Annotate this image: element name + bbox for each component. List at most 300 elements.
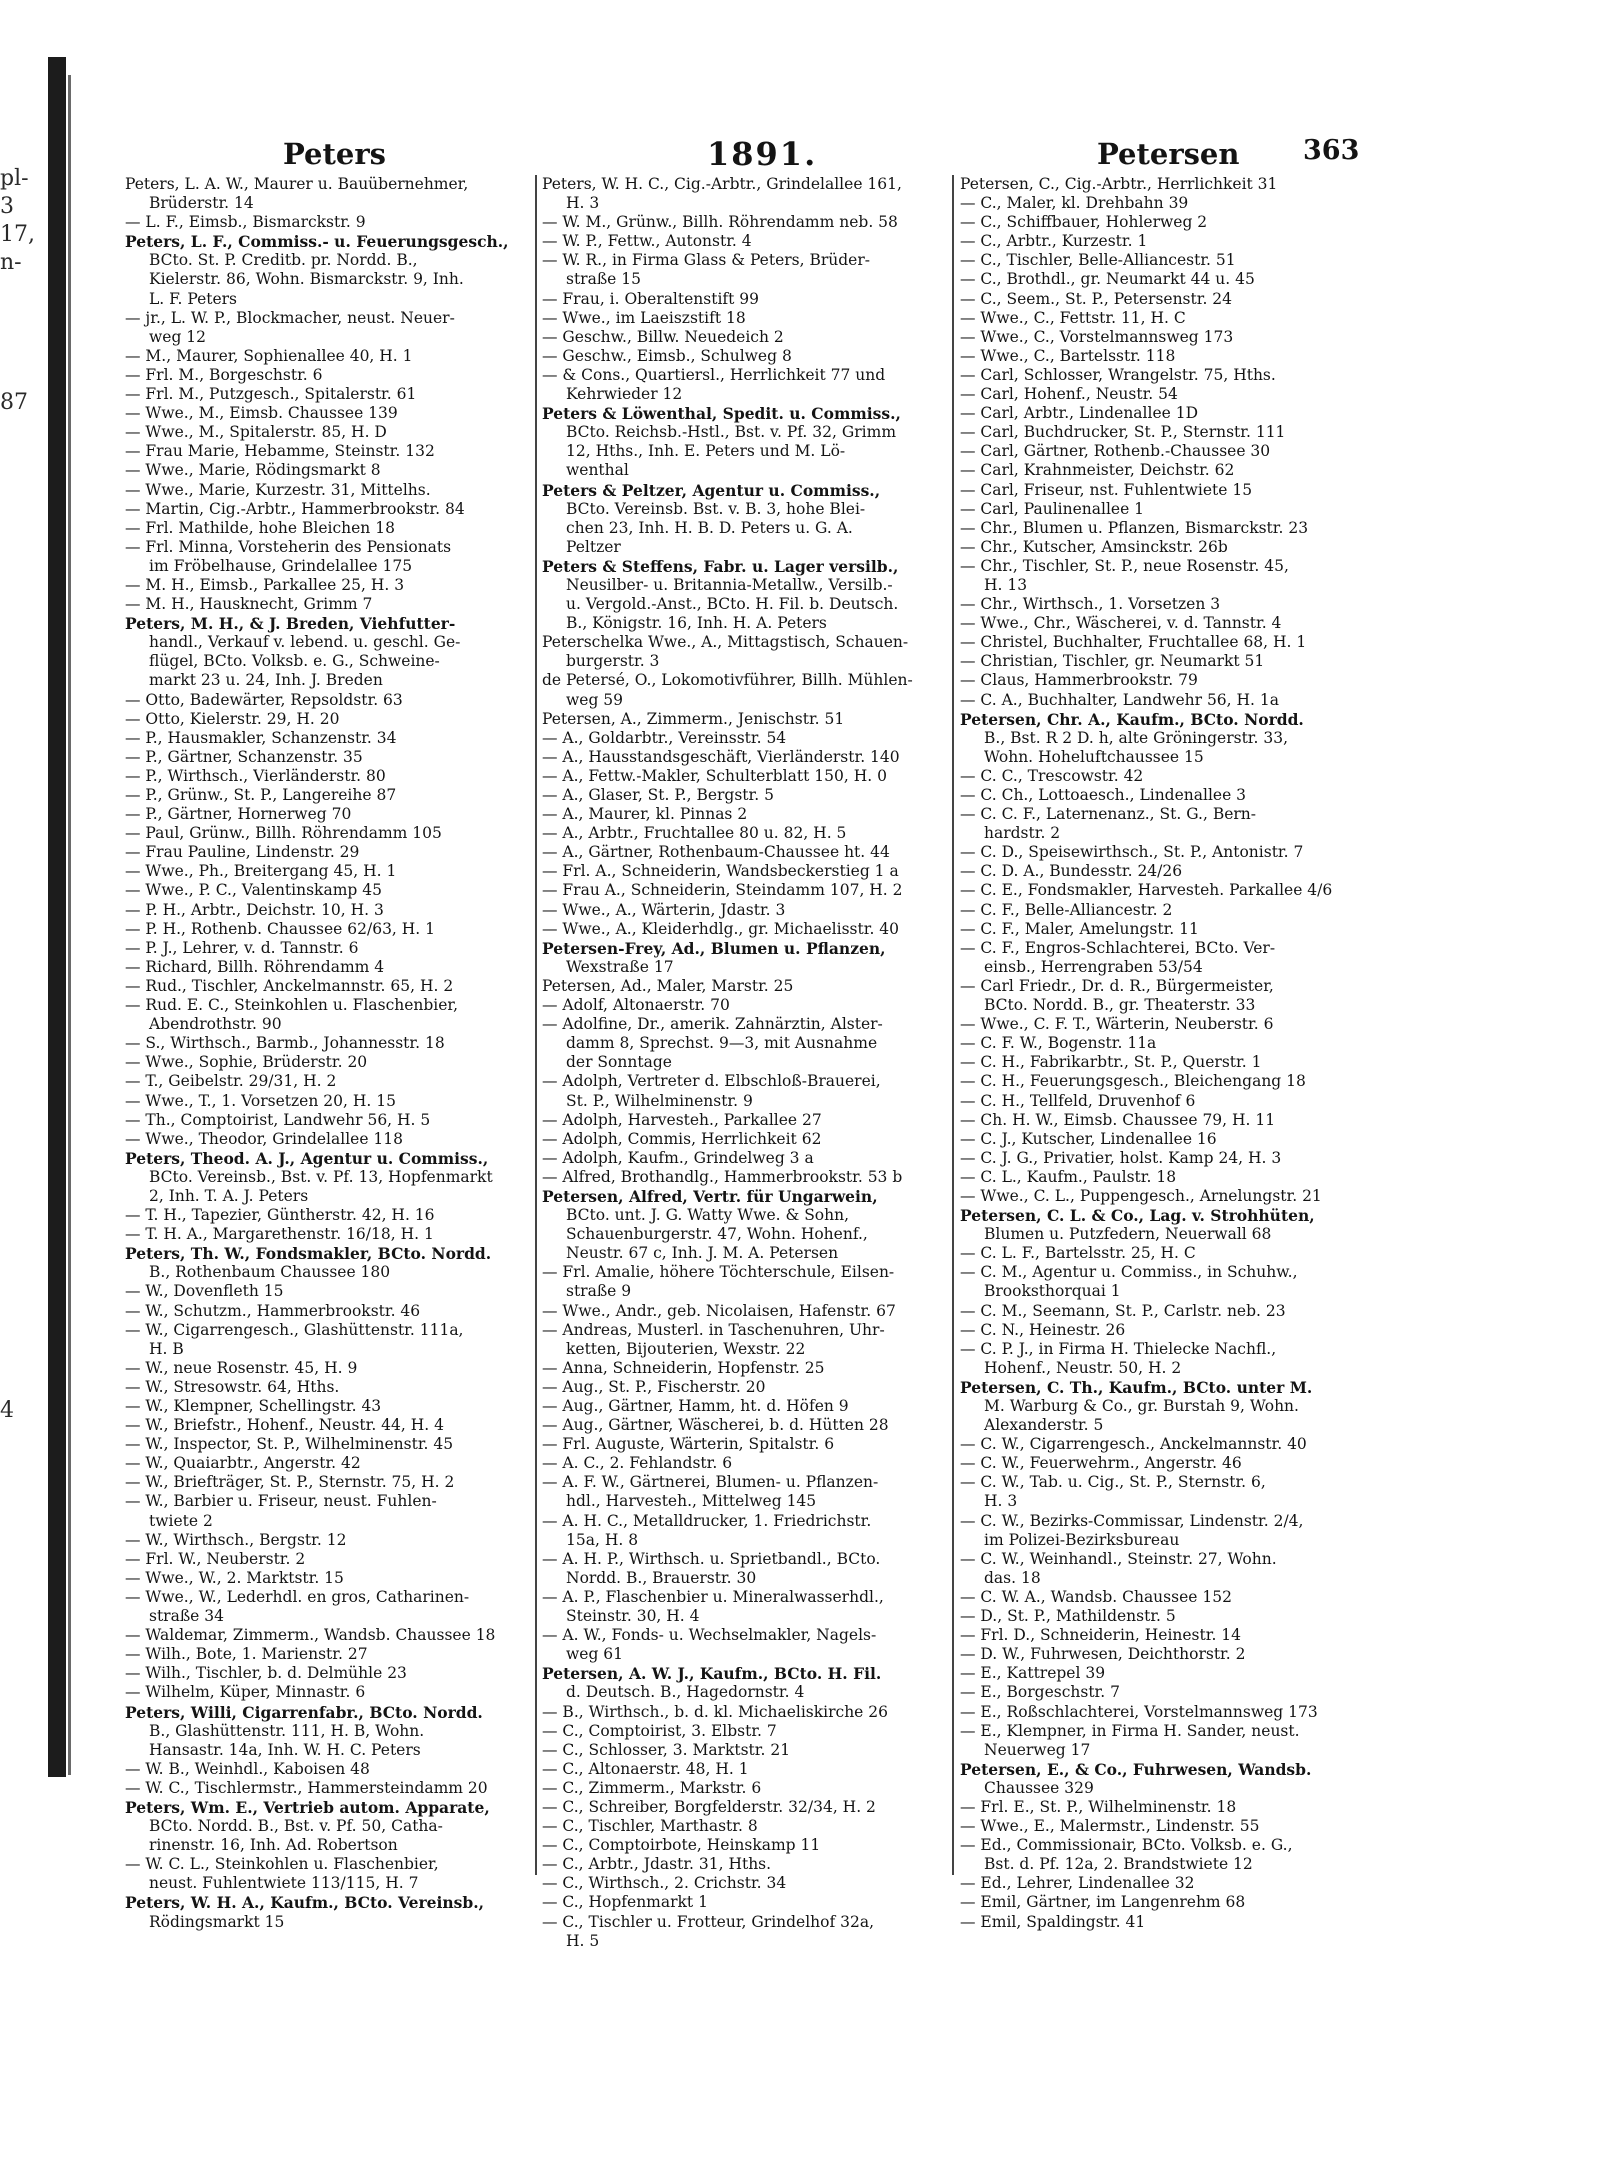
directory-entry-line: d. Deutsch. B., Hagedornstr. 4 [566, 1683, 805, 1702]
directory-entry-line: — Paul, Grünw., Billh. Röhrendamm 105 [125, 824, 442, 843]
directory-entry-line: weg 59 [566, 690, 624, 709]
directory-entry-line: — Chr., Kutscher, Amsinckstr. 26b [960, 537, 1228, 556]
directory-entry-line: BCto. Vereinsb. Bst. v. B. 3, hohe Blei- [566, 499, 866, 518]
margin-fragment-line [0, 1369, 44, 1397]
directory-entry-line: — W., Briefträger, St. P., Sternstr. 75, H. 2 [125, 1473, 455, 1492]
directory-entry-line: — C. F., Maler, Amelungstr. 11 [960, 919, 1199, 938]
directory-entry-line: Kehrwieder 12 [566, 385, 683, 404]
directory-entry-line: — & Cons., Quartiersl., Herrlichkeit 77 und [542, 365, 886, 384]
directory-entry-line: — Chr., Tischler, St. P., neue Rosenstr. 45, [960, 556, 1289, 575]
directory-entry-line: — T., Geibelstr. 29/31, H. 2 [125, 1072, 337, 1091]
directory-entry-line: Peters, W. H. C., Cig.-Arbtr., Grindelallee 161, [542, 175, 902, 193]
directory-entry-line: — W., Klempner, Schellingstr. 43 [125, 1397, 382, 1415]
directory-entry-line: Peters & Steffens, Fabr. u. Lager versilb., [542, 556, 899, 576]
directory-entry-line: — W., Wirthsch., Bergstr. 12 [125, 1530, 347, 1549]
directory-entry-line: flügel, BCto. Volksb. e. G., Schweine- [149, 652, 440, 671]
directory-entry-line: Peters, Willi, Cigarrenfabr., BCto. Nordd. [125, 1702, 483, 1722]
directory-entry-line: — D. W., Fuhrwesen, Deichthorstr. 2 [960, 1645, 1246, 1664]
directory-entry-line: — Frl. M., Borgeschstr. 6 [125, 365, 323, 384]
directory-entry-line: — T. H., Tapezier, Güntherstr. 42, H. 16 [125, 1206, 435, 1225]
directory-entry-line: — Carl, Gärtner, Rothenb.-Chaussee 30 [960, 442, 1271, 461]
directory-entry-line: Wohn. Hoheluftchaussee 15 [984, 747, 1204, 766]
directory-entry-line: — C. P. J., in Firma H. Thielecke Nachfl., [960, 1339, 1277, 1358]
directory-entry-line: Peters & Löwenthal, Spedit. u. Commiss., [542, 404, 901, 424]
column-1 [125, 175, 530, 1931]
directory-entry-line: B., Königstr. 16, Inh. H. A. Peters [566, 614, 827, 633]
margin-fragment-line [0, 1229, 44, 1257]
directory-entry-line: Hansastr. 14a, Inh. W. H. C. Peters [149, 1740, 421, 1759]
directory-entry-line: — A. W., Fonds- u. Wechselmakler, Nagels- [542, 1626, 877, 1645]
directory-entry-line: — C., Wirthsch., 2. Crichstr. 34 [542, 1874, 787, 1893]
directory-entry-line: — C. J., Kutscher, Lindenallee 16 [960, 1129, 1217, 1148]
directory-entry-line: rinenstr. 16, Inh. Ad. Robertson [149, 1836, 398, 1855]
directory-entry-line: H. 3 [984, 1492, 1018, 1511]
directory-entry-line: — Adolfine, Dr., amerik. Zahnärztin, Alster- [542, 1015, 883, 1034]
directory-entry-line: straße 15 [566, 270, 642, 289]
directory-entry-line: — Carl, Buchdrucker, St. P., Sternstr. 111 [960, 423, 1286, 442]
directory-entry-line: — W., Briefstr., Hohenf., Neustr. 44, H. 4 [125, 1416, 444, 1435]
directory-entry-line: — A., Goldarbtr., Vereinsstr. 54 [542, 728, 787, 747]
directory-entry-line: — Adolph, Vertreter d. Elbschloß-Brauerei, [542, 1072, 881, 1091]
page-header [125, 135, 1390, 173]
directory-entry-line: — Chr., Blumen u. Pflanzen, Bismarckstr. 23 [960, 518, 1309, 537]
directory-entry-line: — Frl. D., Schneiderin, Heinestr. 14 [960, 1626, 1242, 1645]
directory-entry-line: — M., Maurer, Sophienallee 40, H. 1 [125, 346, 413, 365]
directory-entry-line: — A., Glaser, St. P., Bergstr. 5 [542, 786, 774, 804]
directory-entry-line: — Carl, Friseur, nst. Fuhlentwiete 15 [960, 480, 1253, 499]
margin-fragment-line: n- [0, 250, 22, 275]
directory-entry-line: — Wwe., W., 2. Marktstr. 15 [125, 1568, 344, 1587]
directory-entry-line: — P. J., Lehrer, v. d. Tannstr. 6 [125, 938, 359, 957]
directory-entry-line: — Ed., Commissionair, BCto. Volksb. e. G., [960, 1836, 1293, 1855]
directory-entry-line: — Wwe., E., Malermstr., Lindenstr. 55 [960, 1817, 1260, 1836]
directory-entry-line: — Wwe., W., Lederhdl. en gros, Catharinen- [125, 1587, 470, 1606]
directory-entry-line: chen 23, Inh. H. B. D. Peters u. G. A. [566, 518, 853, 537]
directory-entry-line: — Aug., St. P., Fischerstr. 20 [542, 1377, 766, 1396]
margin-fragment-line [0, 417, 44, 445]
directory-entry-line: wenthal [566, 461, 629, 480]
directory-entry-line: Brooksthorquai 1 [984, 1282, 1121, 1301]
directory-entry-line: — A. H. C., Metalldrucker, 1. Friedrichstr. [542, 1511, 872, 1530]
margin-fragment-line [0, 809, 44, 837]
directory-entry-line: Petersen, A., Zimmerm., Jenischstr. 51 [542, 709, 845, 728]
directory-entry-line: Schauenburgerstr. 47, Wohn. Hohenf., [566, 1225, 868, 1244]
margin-fragment-line [0, 1089, 44, 1117]
directory-entry-line: — C., Arbtr., Kurzestr. 1 [960, 232, 1148, 251]
directory-entry-line: Peltzer [566, 537, 621, 556]
directory-entry-line: Peters, W. H. A., Kaufm., BCto. Vereinsb., [125, 1893, 485, 1913]
directory-entry-line: — W. B., Weinhdl., Kaboisen 48 [125, 1759, 370, 1778]
directory-entry-line: H. B [149, 1339, 184, 1358]
directory-entry-line: — Geschw., Billw. Neuedeich 2 [542, 327, 784, 346]
directory-entry-line: Bst. d. Pf. 12a, 2. Brandstwiete 12 [984, 1855, 1253, 1874]
directory-entry-line: — A., Hausstandsgeschäft, Vierländerstr. 140 [542, 747, 900, 766]
directory-entry-line: — Wwe., Marie, Rödingsmarkt 8 [125, 461, 381, 480]
directory-entry-line: — Frau Marie, Hebamme, Steinstr. 132 [125, 442, 435, 461]
directory-entry-line: — W., Barbier u. Friseur, neust. Fuhlen- [125, 1492, 437, 1511]
header-right-name: Petersen [1097, 137, 1240, 171]
directory-entry-line: — C. M., Agentur u. Commiss., in Schuhw., [960, 1263, 1298, 1282]
directory-entry-line: — A. C., 2. Fehlandstr. 6 [542, 1454, 733, 1473]
margin-fragment-line [0, 1341, 44, 1369]
directory-entry-line: — D., St. P., Mathildenstr. 5 [960, 1607, 1176, 1626]
directory-entry-line: — Wilhelm, Küper, Minnastr. 6 [125, 1683, 366, 1702]
directory-entry-line: — Carl, Paulinenallee 1 [960, 499, 1145, 518]
directory-entry-line: — W., Schutzm., Hammerbrookstr. 46 [125, 1301, 421, 1320]
directory-entry-line: — Th., Comptoirist, Landwehr 56, H. 5 [125, 1110, 431, 1129]
margin-fragment-line: 87 [0, 390, 28, 415]
directory-entry-line: — C., Tischler, Marthastr. 8 [542, 1817, 758, 1836]
directory-entry-line: — Wwe., M., Eimsb. Chaussee 139 [125, 404, 398, 423]
directory-entry-line: — Frl. W., Neuberstr. 2 [125, 1549, 306, 1568]
directory-entry-line: neust. Fuhlentwiete 113/115, H. 7 [149, 1874, 419, 1893]
directory-entry-line: Hohenf., Neustr. 50, H. 2 [984, 1358, 1182, 1377]
margin-fragment-line [0, 977, 44, 1005]
directory-entry-line: Peters, Th. W., Fondsmakler, BCto. Nordd. [125, 1244, 492, 1264]
directory-entry-line: BCto. Vereinsb., Bst. v. Pf. 13, Hopfenmarkt [149, 1167, 493, 1186]
directory-entry-line: — Carl, Krahnmeister, Deichstr. 62 [960, 461, 1235, 480]
directory-entry-line: — Frau A., Schneiderin, Steindamm 107, H. 2 [542, 881, 903, 900]
directory-entry-line: Petersen, Alfred, Vertr. für Ungarwein, [542, 1186, 878, 1206]
directory-entry-line: BCto. Nordd. B., Bst. v. Pf. 50, Catha- [149, 1817, 443, 1836]
directory-entry-line: Steinstr. 30, H. 4 [566, 1607, 700, 1626]
directory-entry-line: 12, Hths., Inh. E. Peters und M. Lö- [566, 442, 846, 461]
directory-entry-line: Chaussee 329 [984, 1778, 1094, 1797]
directory-entry-line: — C., Comptoirbote, Heinskamp 11 [542, 1836, 821, 1855]
directory-entry-line: — C., Maler, kl. Drehbahn 39 [960, 194, 1189, 213]
directory-entry-line: — T. H. A., Margarethenstr. 16/18, H. 1 [125, 1225, 434, 1244]
margin-fragment-line: 4 [0, 1398, 14, 1423]
directory-entry-line: — Chr., Wirthsch., 1. Vorsetzen 3 [960, 595, 1221, 614]
directory-entry-line: Petersen, E., & Co., Fuhrwesen, Wandsb. [960, 1759, 1312, 1779]
margin-fragment-line [0, 1285, 44, 1313]
directory-entry-line: — Frl. A., Schneiderin, Wandsbeckerstieg 1 a [542, 862, 899, 881]
directory-entry-line: — C. C., Trescowstr. 42 [960, 766, 1144, 785]
directory-entry-line: weg 12 [149, 327, 207, 346]
directory-entry-line: H. 3 [566, 194, 600, 213]
directory-entry-line: Peters, M. H., & J. Breden, Viehfutter- [125, 614, 456, 634]
directory-entry-line: hardstr. 2 [984, 824, 1061, 843]
previous-page-fragment [0, 165, 44, 1425]
directory-entry-line: — Ch. H. W., Eimsb. Chaussee 79, H. 11 [960, 1110, 1276, 1129]
directory-entry-line: — Carl Friedr., Dr. d. R., Bürgermeister, [960, 976, 1274, 995]
directory-entry-line: Petersen, C., Cig.-Arbtr., Herrlichkeit 31 [960, 175, 1278, 193]
directory-entry-line: — P., Gärtner, Schanzenstr. 35 [125, 747, 363, 766]
directory-entry-line: — Aug., Gärtner, Hamm, ht. d. Höfen 9 [542, 1397, 849, 1415]
directory-entry-line: Petersen, Ad., Maler, Marstr. 25 [542, 976, 794, 995]
margin-fragment-line [0, 865, 44, 893]
directory-entry-line: — C. D., Speisewirthsch., St. P., Antonistr. 7 [960, 843, 1304, 862]
directory-entry-line: — W., Stresowstr. 64, Hths. [125, 1377, 340, 1396]
directory-entry-line: — A., Arbtr., Fruchtallee 80 u. 82, H. 5 [542, 824, 847, 843]
directory-entry-line: — C. H., Tellfeld, Druvenhof 6 [960, 1091, 1196, 1110]
directory-entry-line: — Wwe., A., Wärterin, Jdastr. 3 [542, 900, 786, 919]
directory-entry-line: B., Bst. R 2 D. h, alte Gröningerstr. 33, [984, 728, 1289, 747]
directory-entry-line: straße 34 [149, 1607, 225, 1626]
directory-entry-line: — Adolf, Altonaerstr. 70 [542, 996, 730, 1015]
directory-entry-line: — Wwe., C., Vorstelmannsweg 173 [960, 327, 1234, 346]
directory-entry-line: — C. W. A., Wandsb. Chaussee 152 [960, 1587, 1232, 1606]
margin-fragment-line [0, 501, 44, 529]
directory-entry-line: — C. N., Heinestr. 26 [960, 1320, 1126, 1339]
directory-entry-line: Blumen u. Putzfedern, Neuerwall 68 [984, 1225, 1272, 1244]
directory-entry-line: — C. W., Bezirks-Commissar, Lindenstr. 2/4, [960, 1511, 1304, 1530]
margin-fragment-line [0, 1033, 44, 1061]
directory-entry-line: damm 8, Sprechst. 9—3, mit Ausnahme [566, 1034, 878, 1053]
directory-entry-line: ketten, Bijouterien, Wexstr. 22 [566, 1339, 806, 1358]
margin-fragment-line [0, 669, 44, 697]
directory-entry-line: — C., Arbtr., Jdastr. 31, Hths. [542, 1855, 772, 1874]
directory-entry-line: — Wwe., C. L., Puppengesch., Arnelungstr. 21 [960, 1186, 1322, 1205]
directory-entry-line: Petersen, C. L. & Co., Lag. v. Strohhüten, [960, 1206, 1315, 1226]
directory-entry-line: Neuerweg 17 [984, 1740, 1091, 1759]
directory-entry-line: — W. R., in Firma Glass & Peters, Brüder- [542, 251, 870, 270]
directory-entry-line: BCto. Nordd. B., gr. Theaterstr. 33 [984, 996, 1256, 1015]
directory-entry-line: — Martin, Cig.-Arbtr., Hammerbrookstr. 84 [125, 499, 465, 518]
directory-entry-line: — Wwe., im Laeiszstift 18 [542, 308, 746, 327]
book-binding-edge [48, 57, 66, 1777]
margin-fragment-line [0, 557, 44, 585]
margin-fragment-line [0, 725, 44, 753]
directory-entry-line: — C. J. G., Privatier, holst. Kamp 24, H. 3 [960, 1148, 1282, 1167]
directory-entry-line: — C. L., Kaufm., Paulstr. 18 [960, 1167, 1177, 1186]
directory-entry-line: der Sonntage [566, 1053, 672, 1072]
margin-fragment-line [0, 1061, 44, 1089]
directory-entry-line: — Frl. M., Putzgesch., Spitalerstr. 61 [125, 385, 417, 404]
directory-entry-line: — W., Inspector, St. P., Wilhelminenstr. 45 [125, 1435, 454, 1454]
directory-entry-line: — Andreas, Musterl. in Taschenuhren, Uhr- [542, 1320, 885, 1339]
margin-fragment-line: pl- [0, 166, 29, 191]
directory-entry-line: Peters & Peltzer, Agentur u. Commiss., [542, 480, 881, 500]
book-binding-shadow [68, 75, 71, 1775]
margin-fragment-line [0, 333, 44, 361]
directory-entry-line: — Rud. E. C., Steinkohlen u. Flaschenbier, [125, 996, 459, 1015]
directory-entry-line: — C., Tischler, Belle-Alliancestr. 51 [960, 251, 1236, 270]
directory-entry-line: Wexstraße 17 [566, 957, 674, 976]
directory-entry-line: — Adolph, Kaufm., Grindelweg 3 a [542, 1148, 814, 1167]
margin-fragment-line [0, 781, 44, 809]
directory-entry-line: — C. W., Cigarrengesch., Anckelmannstr. 40 [960, 1435, 1307, 1454]
directory-entry-line: — Wilh., Tischler, b. d. Delmühle 23 [125, 1664, 407, 1683]
directory-entry-line: — W. P., Fettw., Autonstr. 4 [542, 232, 752, 251]
column-divider [952, 175, 954, 1875]
directory-entry-line: handl., Verkauf v. lebend. u. geschl. Ge- [149, 633, 461, 652]
directory-entry-line: — Otto, Kielerstr. 29, H. 20 [125, 709, 340, 728]
directory-entry-line: — C. F. W., Bogenstr. 11a [960, 1034, 1157, 1053]
directory-entry-line: — A. P., Flaschenbier u. Mineralwasserhdl., [542, 1587, 884, 1606]
directory-entry-line: — C., Brothdl., gr. Neumarkt 44 u. 45 [960, 270, 1255, 289]
directory-entry-line: — Waldemar, Zimmerm., Wandsb. Chaussee 18 [125, 1626, 496, 1645]
directory-entry-line: — Frl. Mathilde, hohe Bleichen 18 [125, 518, 395, 537]
margin-fragment-line [0, 361, 44, 389]
directory-entry-line: — A., Gärtner, Rothenbaum-Chaussee ht. 44 [542, 843, 890, 862]
directory-entry-line: — C., Seem., St. P., Petersenstr. 24 [960, 289, 1233, 308]
margin-fragment-line [0, 1257, 44, 1285]
margin-fragment-line [0, 697, 44, 725]
directory-entry-line: — Frl. Minna, Vorsteherin des Pensionats [125, 537, 452, 556]
directory-entry-line: — C., Comptoirist, 3. Elbstr. 7 [542, 1721, 777, 1740]
directory-entry-line: H. 5 [566, 1931, 600, 1950]
margin-fragment-line [0, 641, 44, 669]
directory-entry-line: — Otto, Badewärter, Repsoldstr. 63 [125, 690, 403, 709]
margin-fragment-line [0, 445, 44, 473]
directory-entry-line: — C. M., Seemann, St. P., Carlstr. neb. 23 [960, 1301, 1286, 1320]
column-divider [535, 175, 537, 1875]
directory-entry-line: — jr., L. W. P., Blockmacher, neust. Neuer- [125, 308, 455, 327]
directory-entry-line: — C., Hopfenmarkt 1 [542, 1893, 708, 1912]
directory-entry-line: Neusilber- u. Britannia-Metallw., Versilb.- [566, 575, 893, 594]
margin-fragment-line: 3 [0, 194, 14, 219]
directory-entry-line: BCto. St. P. Creditb. pr. Nordd. B., [149, 251, 418, 270]
directory-entry-line: Neustr. 67 c, Inh. J. M. A. Petersen [566, 1244, 839, 1263]
directory-entry-line: — P. H., Arbtr., Deichstr. 10, H. 3 [125, 900, 384, 919]
directory-entry-line: — Carl, Arbtr., Lindenallee 1D [960, 404, 1199, 423]
directory-entry-line: — Frl. Auguste, Wärterin, Spitalstr. 6 [542, 1435, 835, 1454]
directory-entry-line: — M. H., Eimsb., Parkallee 25, H. 3 [125, 575, 405, 594]
directory-entry-line: Alexanderstr. 5 [984, 1416, 1104, 1435]
directory-entry-line: — A. H. P., Wirthsch. u. Sprietbandl., BCto. [542, 1549, 881, 1568]
directory-entry-line: Abendrothstr. 90 [149, 1015, 282, 1034]
directory-entry-line: — C. F., Engros-Schlachterei, BCto. Ver- [960, 938, 1276, 957]
directory-entry-line: — C. D. A., Bundesstr. 24/26 [960, 862, 1183, 881]
margin-fragment-line [0, 753, 44, 781]
directory-entry-line: — C. Ch., Lottoaesch., Lindenallee 3 [960, 786, 1247, 804]
directory-entry-line: — Anna, Schneiderin, Hopfenstr. 25 [542, 1358, 825, 1377]
directory-entry-line: — C., Altonaerstr. 48, H. 1 [542, 1759, 749, 1778]
margin-fragment-line [0, 585, 44, 613]
directory-entry-line: — Wwe., C., Fettstr. 11, H. C [960, 308, 1186, 327]
directory-entry-line: — Adolph, Commis, Herrlichkeit 62 [542, 1129, 822, 1148]
directory-entry-line: — C. C. F., Laternenanz., St. G., Bern- [960, 805, 1257, 824]
margin-fragment-line [0, 893, 44, 921]
directory-entry-line: Brüderstr. 14 [149, 194, 254, 213]
directory-entry-line: — C., Tischler u. Frotteur, Grindelhof 32a, [542, 1912, 875, 1931]
margin-fragment-line [0, 305, 44, 333]
directory-entry-line: Rödingsmarkt 15 [149, 1912, 285, 1931]
directory-entry-line: — Wwe., Andr., geb. Nicolaisen, Hafenstr. 67 [542, 1301, 896, 1320]
header-left-name: Peters [283, 137, 386, 171]
directory-entry-line: — Frl. Amalie, höhere Töchterschule, Eilsen- [542, 1263, 895, 1282]
margin-fragment-line [0, 1145, 44, 1173]
directory-entry-line: — P., Grünw., St. P., Langereihe 87 [125, 786, 397, 804]
directory-entry-line: — Wwe., Theodor, Grindelallee 118 [125, 1129, 404, 1148]
directory-entry-line: BCto. unt. J. G. Watty Wwe. & Sohn, [566, 1206, 850, 1225]
margin-fragment-line [0, 921, 44, 949]
directory-entry-line: — Wwe., Sophie, Brüderstr. 20 [125, 1053, 368, 1072]
directory-entry-line: Kielerstr. 86, Wohn. Bismarckstr. 9, Inh. [149, 270, 464, 289]
directory-entry-line: — Wwe., T., 1. Vorsetzen 20, H. 15 [125, 1091, 396, 1110]
column-3 [960, 175, 1380, 1931]
directory-entry-line: — C. A., Buchhalter, Landwehr 56, H. 1a [960, 690, 1279, 709]
header-year: 1891. [707, 135, 818, 173]
margin-fragment-line [0, 277, 44, 305]
directory-entry-line: — Christian, Tischler, gr. Neumarkt 51 [960, 652, 1265, 671]
directory-entry-line: das. 18 [984, 1568, 1041, 1587]
directory-entry-line: — W., neue Rosenstr. 45, H. 9 [125, 1358, 358, 1377]
directory-entry-line: — C., Schlosser, 3. Marktstr. 21 [542, 1740, 791, 1759]
directory-entry-line: straße 9 [566, 1282, 632, 1301]
directory-entry-line: u. Vergold.-Anst., BCto. H. Fil. b. Deutsch. [566, 595, 899, 614]
directory-entry-line: — Geschw., Eimsb., Schulweg 8 [542, 346, 792, 365]
directory-entry-line: — C. E., Fondsmakler, Harvesteh. Parkallee 4/6 [960, 881, 1333, 900]
directory-entry-line: — A. F. W., Gärtnerei, Blumen- u. Pflanzen- [542, 1473, 879, 1492]
margin-fragment-line [0, 837, 44, 865]
directory-entry-line: — Frau Pauline, Lindenstr. 29 [125, 843, 360, 862]
directory-entry-line: — B., Wirthsch., b. d. kl. Michaeliskirche 26 [542, 1702, 889, 1721]
directory-entry-line: — P., Hausmakler, Schanzenstr. 34 [125, 728, 397, 747]
directory-entry-line: — E., Borgeschstr. 7 [960, 1683, 1120, 1702]
page-number: 363 [1303, 135, 1360, 166]
directory-entry-line: — P., Wirthsch., Vierländerstr. 80 [125, 766, 386, 785]
directory-entry-line: — Wwe., P. C., Valentinskamp 45 [125, 881, 382, 900]
directory-entry-line: — S., Wirthsch., Barmb., Johannesstr. 18 [125, 1034, 445, 1053]
directory-entry-line: — C. W., Tab. u. Cig., St. P., Sternstr. 6, [960, 1473, 1266, 1492]
directory-entry-line: — L. F., Eimsb., Bismarckstr. 9 [125, 213, 366, 232]
margin-fragment-line: 17, [0, 222, 35, 247]
directory-entry-line: — Wwe., Chr., Wäscherei, v. d. Tannstr. 4 [960, 614, 1282, 633]
directory-entry-line: de Petersé, O., Lokomotivführer, Billh. Mühlen- [542, 671, 913, 690]
directory-entry-line: — Frl. E., St. P., Wilhelminenstr. 18 [960, 1797, 1237, 1816]
directory-entry-line: twiete 2 [149, 1511, 213, 1530]
directory-entry-line: Peters, L. F., Commiss.- u. Feuerungsgesch., [125, 232, 509, 252]
margin-fragment-line [0, 1005, 44, 1033]
directory-entry-line: — W. M., Grünw., Billh. Röhrendamm neb. 58 [542, 213, 898, 232]
margin-fragment-line [0, 613, 44, 641]
directory-entry-line: — W. C. L., Steinkohlen u. Flaschenbier, [125, 1855, 439, 1874]
directory-entry-line: hdl., Harvesteh., Mittelweg 145 [566, 1492, 817, 1511]
directory-entry-line: — M. H., Hausknecht, Grimm 7 [125, 595, 373, 614]
margin-fragment-line [0, 1201, 44, 1229]
directory-entry-line: burgerstr. 3 [566, 652, 660, 671]
directory-entry-line: H. 13 [984, 575, 1028, 594]
directory-entry-line: im Polizei-Bezirksbureau [984, 1530, 1180, 1549]
directory-entry-line: — Richard, Billh. Röhrendamm 4 [125, 957, 385, 976]
directory-entry-line: Peterschelka Wwe., A., Mittagstisch, Schauen- [542, 633, 909, 652]
directory-entry-line: — Carl, Hohenf., Neustr. 54 [960, 385, 1178, 404]
directory-entry-line: B., Rothenbaum Chaussee 180 [149, 1263, 391, 1282]
directory-entry-line: — C., Schiffbauer, Hohlerweg 2 [960, 213, 1208, 232]
directory-entry-line: Petersen, A. W. J., Kaufm., BCto. H. Fil. [542, 1664, 882, 1684]
directory-entry-line: 2, Inh. T. A. J. Peters [149, 1186, 309, 1205]
directory-entry-line: — Frau, i. Oberaltenstift 99 [542, 289, 760, 308]
directory-entry-line: — W., Dovenfleth 15 [125, 1282, 284, 1301]
directory-entry-line: L. F. Peters [149, 289, 238, 308]
directory-entry-line: — Emil, Gärtner, im Langenrehm 68 [960, 1893, 1246, 1912]
directory-entry-line: Nordd. B., Brauerstr. 30 [566, 1568, 757, 1587]
directory-entry-line: M. Warburg & Co., gr. Burstah 9, Wohn. [984, 1397, 1299, 1415]
directory-entry-line: einsb., Herrengraben 53/54 [984, 957, 1203, 976]
directory-entry-line: — Wwe., Ph., Breitergang 45, H. 1 [125, 862, 397, 881]
directory-entry-line: BCto. Reichsb.-Hstl., Bst. v. Pf. 32, Grimm [566, 423, 897, 442]
directory-entry-line: Petersen-Frey, Ad., Blumen u. Pflanzen, [542, 938, 886, 958]
margin-fragment-line [0, 949, 44, 977]
directory-entry-line: Petersen, Chr. A., Kaufm., BCto. Nordd. [960, 709, 1304, 729]
directory-entry-line: — Wwe., Marie, Kurzestr. 31, Mittelhs. [125, 480, 431, 499]
directory-entry-line: — Aug., Gärtner, Wäscherei, b. d. Hütten 28 [542, 1416, 889, 1435]
directory-entry-line: — A., Maurer, kl. Pinnas 2 [542, 805, 748, 824]
directory-entry-line: — Rud., Tischler, Anckelmannstr. 65, H. 2 [125, 976, 454, 995]
directory-entry-line: B., Glashüttenstr. 111, H. B, Wohn. [149, 1721, 425, 1740]
directory-entry-line: — Wwe., A., Kleiderhdlg., gr. Michaelisstr. 40 [542, 919, 900, 938]
directory-entry-line: — Wwe., C., Bartelsstr. 118 [960, 346, 1176, 365]
directory-entry-line: Peters, Wm. E., Vertrieb autom. Apparate, [125, 1797, 490, 1817]
directory-entry-line: — E., Roßschlachterei, Vorstelmannsweg 173 [960, 1702, 1318, 1721]
directory-entry-line: Peters, L. A. W., Maurer u. Bauübernehmer, [125, 175, 469, 193]
directory-entry-line: weg 61 [566, 1645, 624, 1664]
directory-entry-line: — Christel, Buchhalter, Fruchtallee 68, H. 1 [960, 633, 1307, 652]
directory-entry-line: — P., Gärtner, Hornerweg 70 [125, 805, 352, 824]
margin-fragment-line [0, 529, 44, 557]
